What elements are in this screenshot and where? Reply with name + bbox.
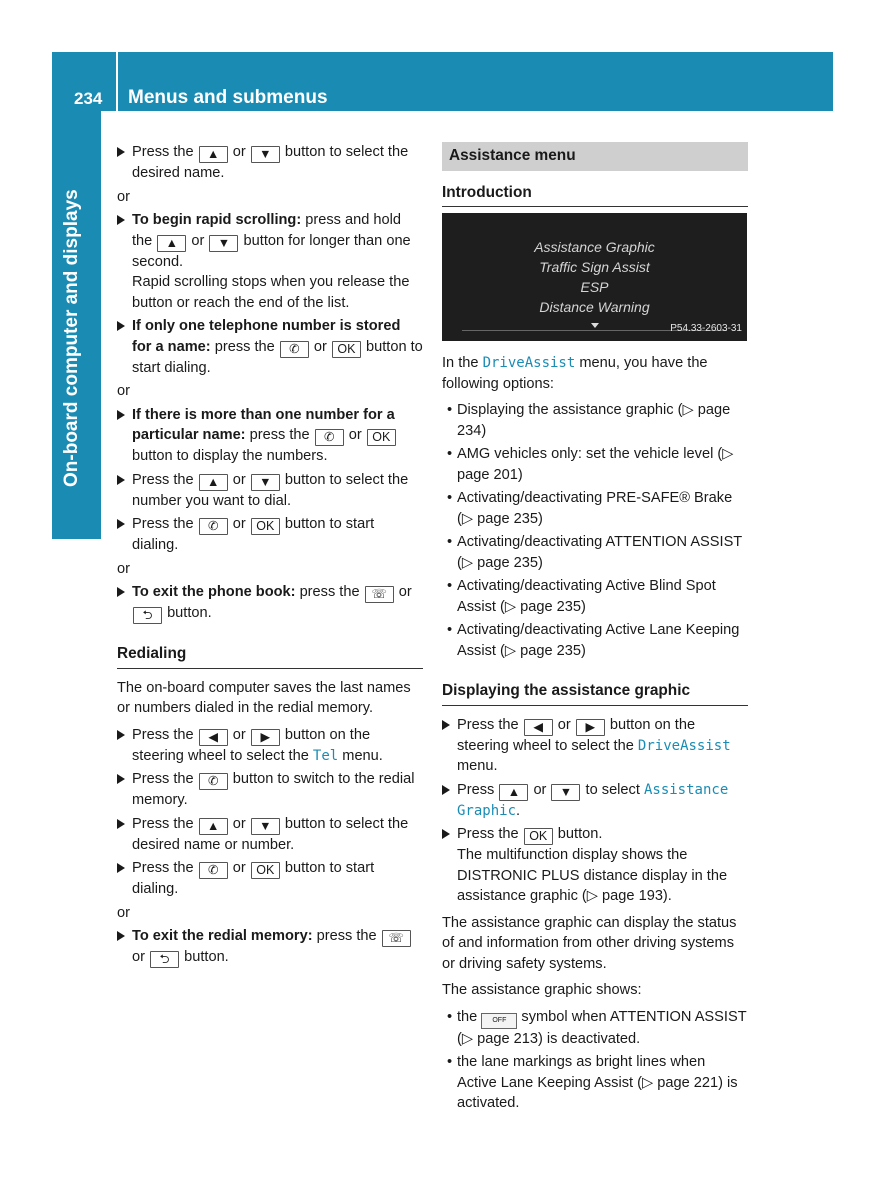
list-item: • Displaying the assistance graphic (▷ page 234) [447,402,731,439]
or-text: or [117,188,130,205]
step-arrow-icon [117,587,125,597]
right-key-icon: ▶ [251,729,280,746]
instruction-step: Press the ▲ or ▼ button to select the desired name. [117,142,423,184]
up-key-icon: ▲ [499,784,528,801]
ok-key-icon: OK [524,828,553,845]
side-tab-label: On-board computer and displays [61,189,82,487]
step-arrow-icon [117,147,125,157]
instruction-step: Press the ◀ or ▶ button on the steering wheel to select the DriveAssist menu. [442,715,748,777]
section-heading: Introduction [442,183,748,208]
page-header [52,52,833,111]
paragraph: The assistance graphic shows: [442,982,642,998]
paragraph: The on-board computer saves the last names or numbers dialed in the redial memory. [117,679,411,716]
list-item: • AMG vehicles only: set the vehicle level (▷ page 201) [447,446,734,483]
list-item: • Activating/deactivating Active Blind Spot Assist (▷ page 235) [447,578,716,615]
menu-name: DriveAssist [637,737,731,754]
or-text: or [117,560,130,577]
menu-name: DriveAssist [482,355,576,371]
or-text: or [117,904,130,921]
instruction-step: Press the ✆ or OK button to start dialing. [117,514,423,556]
down-key-icon: ▼ [251,474,280,491]
paragraph: The assistance graphic can display the status of and information from other driving systems or driving safety systems. [442,914,737,972]
display-screenshot [442,213,747,341]
image-code: P54.33-2603-31 [670,322,742,334]
phone-key-icon: ✆ [199,518,228,535]
section-heading: Redialing [117,644,423,669]
list-item: • Activating/deactivating ATTENTION ASSIST (▷ page 235) [447,534,742,571]
instruction-step: Press the OK button. The multifunction display shows the DISTRONIC PLUS distance display in the assistance graphic (▷ page 193). [442,824,748,907]
up-key-icon: ▲ [199,474,228,491]
left-key-icon: ◀ [524,719,553,736]
page-title: Menus and submenus [128,87,328,108]
down-key-icon: ▼ [209,235,238,252]
list-item: • Activating/deactivating PRE-SAFE® Brake (▷ page 235) [447,490,733,527]
up-key-icon: ▲ [199,146,228,163]
menu-option: Distance Warning [539,299,650,315]
list-item: • the lane markings as bright lines when Active Lane Keeping Assist (▷ page 221) is activated. [447,1054,738,1111]
step-arrow-icon [117,475,125,485]
left-column [117,142,423,971]
menu-option: Assistance Graphic [534,239,655,255]
instruction-step: Press the ▲ or ▼ button to select the desired name or number. [117,814,423,856]
instruction-step: Press the ▲ or ▼ button to select the number you want to dial. [117,470,423,512]
page-number: 234 [74,89,103,108]
down-key-icon: ▼ [551,784,580,801]
phone-key-icon: ✆ [199,773,228,790]
instruction-step: Press the ✆ or OK button to start dialing. [117,858,423,900]
hang-up-key-icon: ☏ [382,930,411,947]
left-key-icon: ◀ [199,729,228,746]
menu-name: Assistance Graphic [457,781,729,819]
back-key-icon: ⮌ [133,607,162,624]
step-arrow-icon [117,931,125,941]
step-arrow-icon [117,863,125,873]
instruction-step: Press the ◀ or ▶ button on the steering wheel to select the Tel menu. [117,725,423,767]
ok-key-icon: OK [251,862,280,879]
menu-option: ESP [580,279,609,295]
attention-assist-off-icon: OFF [481,1013,517,1029]
instruction-step: If there is more than one number for a particular name: press the ✆ or OK button to display the numbers. [117,405,423,467]
step-arrow-icon [442,785,450,795]
down-key-icon: ▼ [251,146,280,163]
step-arrow-icon [442,829,450,839]
step-arrow-icon [117,321,125,331]
step-arrow-icon [117,819,125,829]
section-bar: Assistance menu [442,142,748,171]
or-text: or [117,383,130,399]
ok-key-icon: OK [332,341,361,358]
down-key-icon: ▼ [251,818,280,835]
side-tab [52,111,101,539]
paragraph: In the DriveAssist menu, you have the following options: [442,355,708,392]
right-key-icon: ▶ [576,719,605,736]
right-column [442,142,748,1117]
menu-name: Tel [312,747,339,764]
instruction-step: To exit the redial memory: press the ☏ or ⮌ button. [117,926,423,968]
up-key-icon: ▲ [157,235,186,252]
phone-key-icon: ✆ [199,862,228,879]
phone-key-icon: ✆ [280,341,309,358]
step-arrow-icon [117,730,125,740]
section-heading: Displaying the assistance graphic [442,681,748,706]
phone-key-icon: ✆ [315,429,344,446]
instruction-step: Press the ✆ button to switch to the redial memory. [117,769,423,811]
instruction-step: If only one telephone number is stored for a name: press the ✆ or OK button to start dialing. [117,316,423,378]
list-item: • the OFF symbol when ATTENTION ASSIST (▷ page 213) is deactivated. [447,1008,747,1047]
list-item: • Activating/deactivating Active Lane Keeping Assist (▷ page 235) [447,622,740,659]
ok-key-icon: OK [367,429,396,446]
scroll-down-icon [591,323,599,328]
hang-up-key-icon: ☏ [365,586,394,603]
step-arrow-icon [117,410,125,420]
header-divider [116,52,118,111]
back-key-icon: ⮌ [150,951,179,968]
ok-key-icon: OK [251,518,280,535]
step-arrow-icon [117,215,125,225]
instruction-step: To exit the phone book: press the ☏ or ⮌ button. [117,582,423,624]
step-arrow-icon [117,774,125,784]
step-arrow-icon [442,720,450,730]
instruction-step: Press ▲ or ▼ to select Assistance Graphic. [442,780,748,822]
menu-option: Traffic Sign Assist [539,259,650,275]
up-key-icon: ▲ [199,818,228,835]
step-arrow-icon [117,519,125,529]
instruction-step: To begin rapid scrolling: press and hold the ▲ or ▼ button for longer than one second. Rapid scrolling stops when you release the button or reach the end of the list. [117,210,423,313]
